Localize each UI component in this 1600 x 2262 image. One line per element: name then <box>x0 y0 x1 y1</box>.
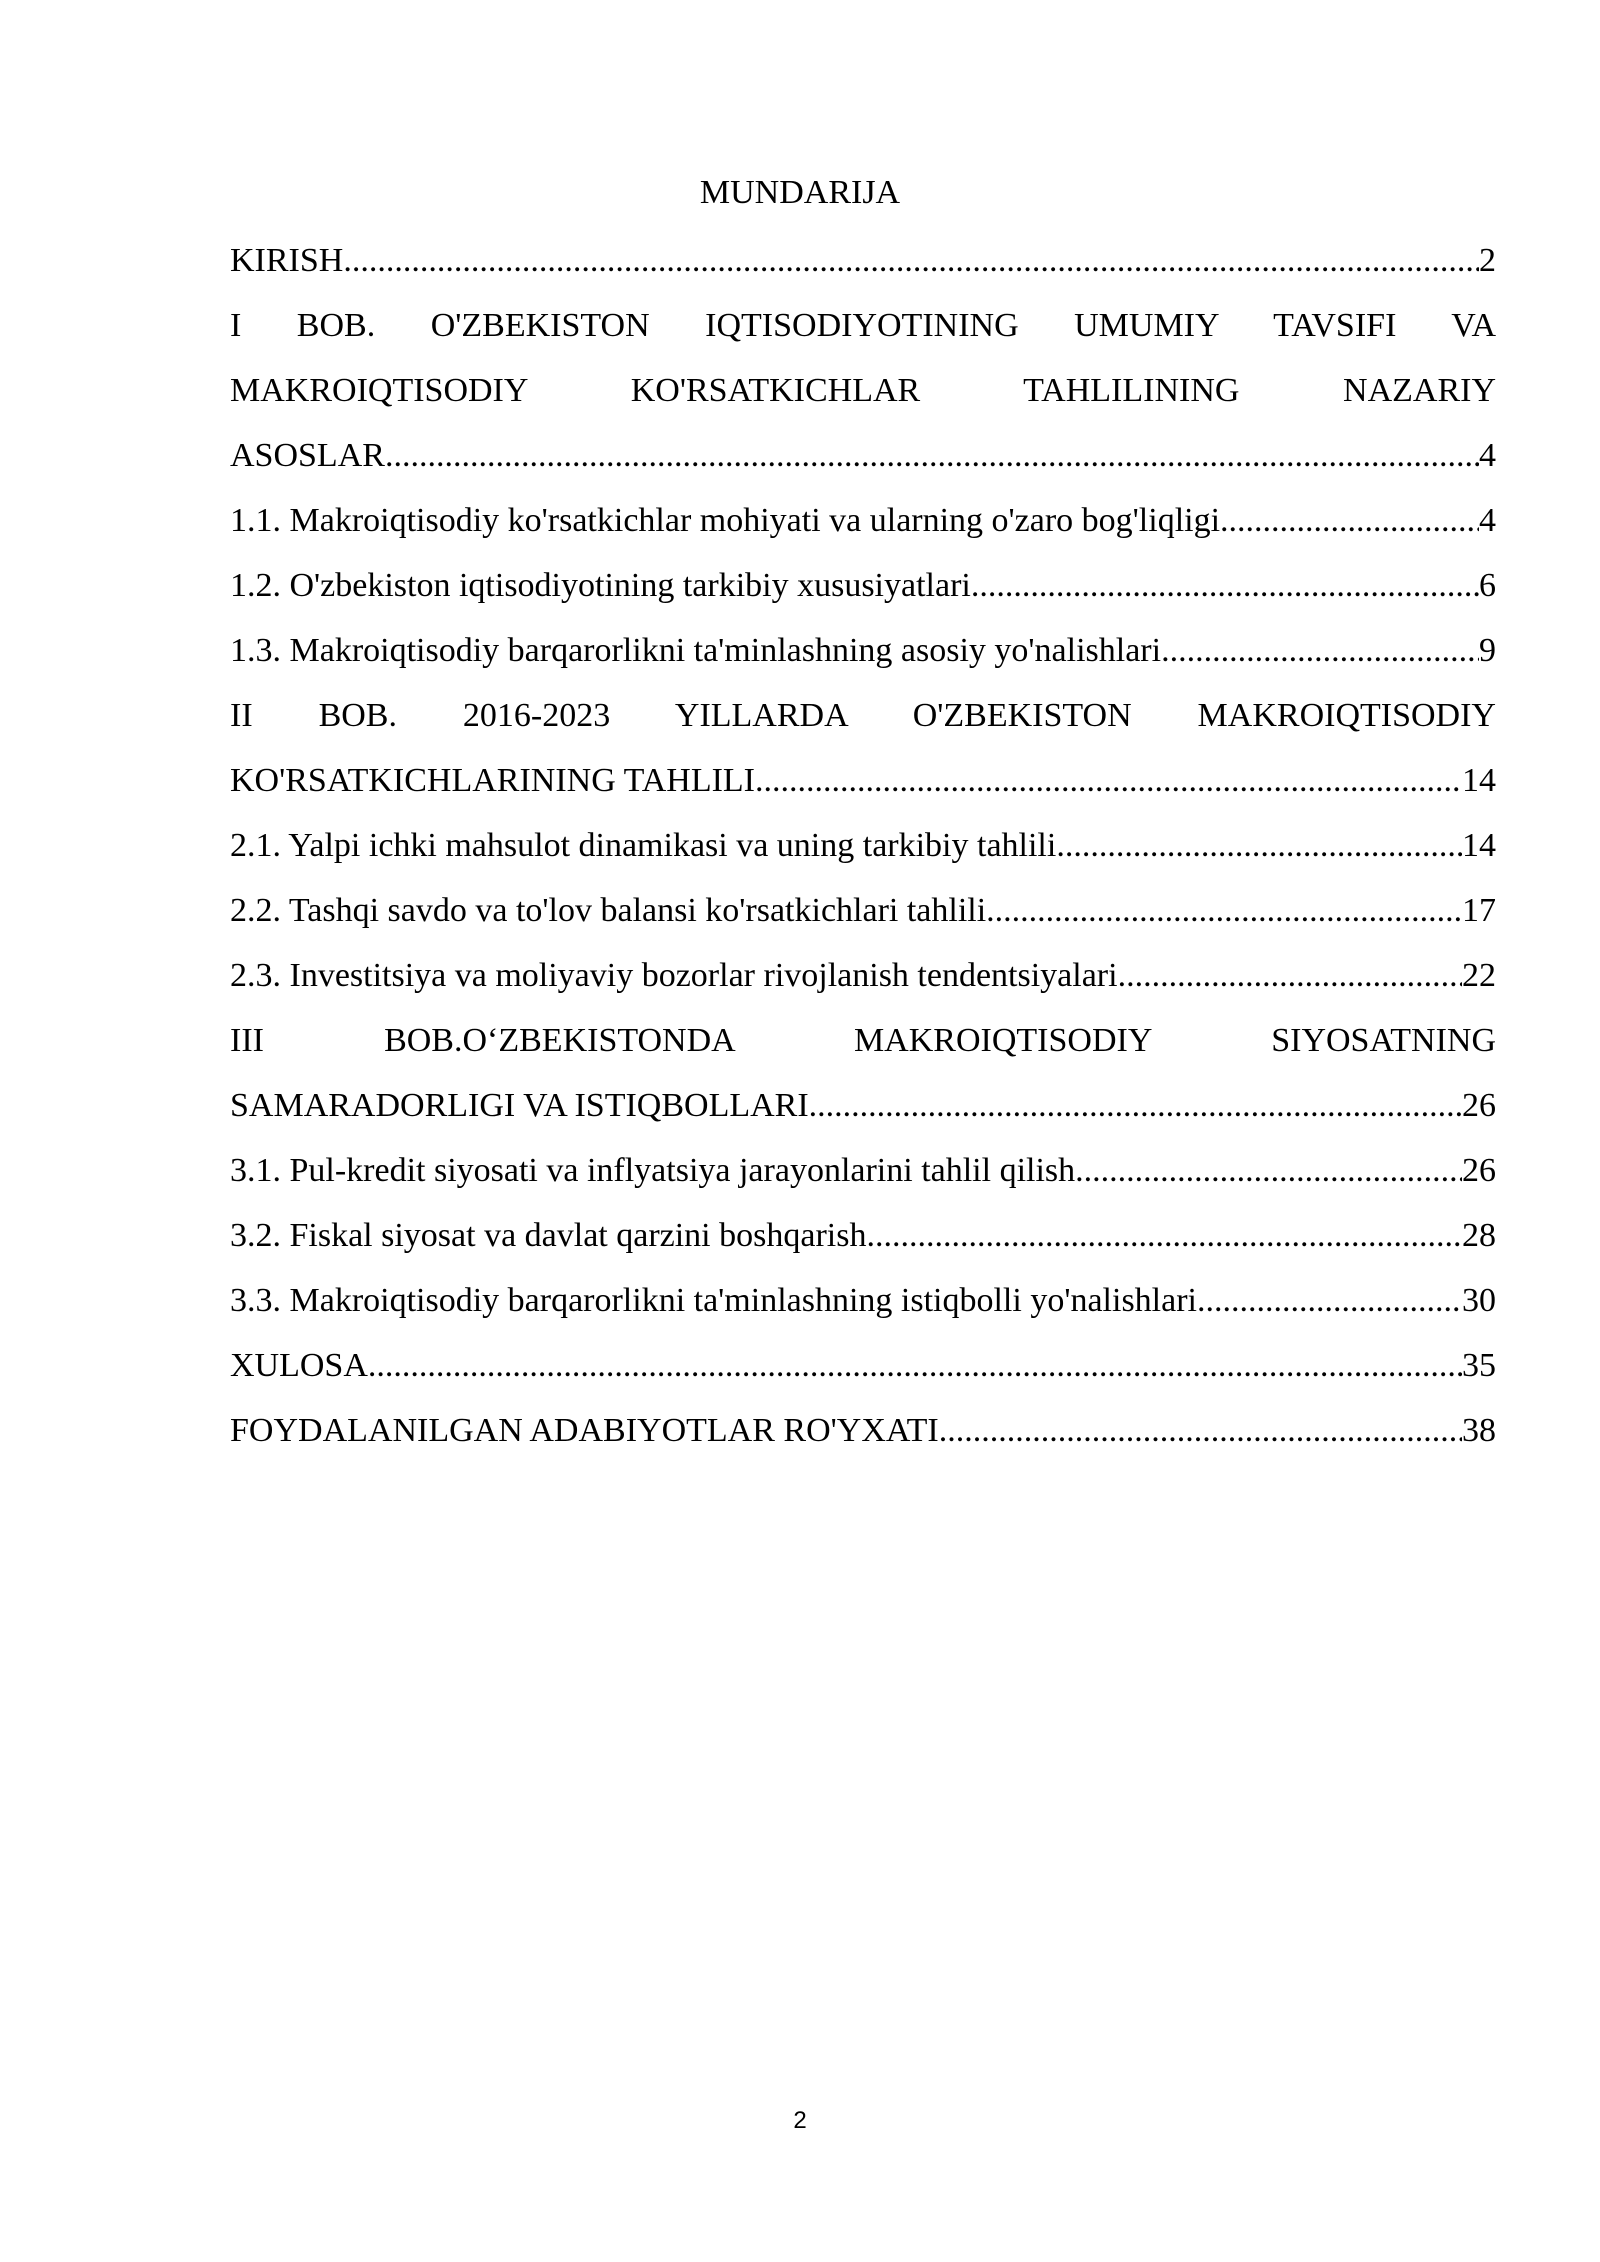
toc-entry-label: 1.3. Makroiqtisodiy barqarorlikni ta'minlashning asosiy yo'nalishlari <box>230 632 1162 669</box>
toc-title: MUNDARIJA <box>699 174 901 211</box>
toc-entry-page: 35 <box>1462 1347 1496 1384</box>
toc-entry-label: 3.3. Makroiqtisodiy barqarorlikni ta'minlashning istiqbolli yo'nalishlari <box>230 1282 1197 1319</box>
dot-leader <box>1220 488 1479 553</box>
toc-entry-last-line <box>230 488 1496 553</box>
dot-leader <box>343 228 1479 293</box>
toc-entry-last-line <box>230 1268 1496 1333</box>
toc-entry <box>230 1268 1496 1333</box>
toc-entry-page: 14 <box>1462 827 1496 864</box>
toc-entry-label: 1.2. O'zbekiston iqtisodiyotining tarkibiy xususiyatlari <box>230 567 971 604</box>
dot-leader <box>1056 813 1462 878</box>
toc-entry-last-line <box>230 1073 1496 1138</box>
toc-entry-label: 3.1. Pul-kredit siyosati va inflyatsiya jarayonlarini tahlil qilish <box>230 1152 1076 1189</box>
toc-entry-page: 4 <box>1479 502 1496 539</box>
page-number: 2 <box>793 2107 807 2134</box>
dot-leader <box>986 878 1462 943</box>
toc-entry-label: 2.2. Tashqi savdo va to'lov balansi ko'rsatkichlari tahlili <box>230 892 987 929</box>
toc-entry-last-line <box>230 228 1496 293</box>
toc-entry <box>230 488 1496 553</box>
table-of-contents <box>230 228 1496 1463</box>
dot-leader <box>385 423 1479 488</box>
toc-entry <box>230 553 1496 618</box>
toc-entry-page: 14 <box>1462 762 1496 799</box>
dot-leader <box>1118 943 1462 1008</box>
toc-entry-last-line <box>230 748 1496 813</box>
dot-leader <box>368 1333 1462 1398</box>
toc-entry <box>230 1203 1496 1268</box>
dot-leader <box>939 1398 1462 1463</box>
dot-leader <box>866 1203 1462 1268</box>
toc-entry <box>230 683 1496 813</box>
toc-entry <box>230 618 1496 683</box>
toc-entry-page: 2 <box>1479 242 1496 279</box>
toc-entry-label: SAMARADORLIGI VA ISTIQBOLLARI <box>230 1087 809 1124</box>
toc-entry <box>230 228 1496 293</box>
toc-entry-line: I BOB. O'ZBEKISTON IQTISODIYOTINING UMUMIY TAVSIFI VA <box>230 307 1496 344</box>
toc-entry-page: 28 <box>1462 1217 1496 1254</box>
toc-entry-line: II BOB. 2016-2023 YILLARDA O'ZBEKISTON MAKROIQTISODIY <box>230 697 1496 734</box>
toc-entry <box>230 943 1496 1008</box>
toc-entry-page: 22 <box>1462 957 1496 994</box>
toc-entry <box>230 293 1496 488</box>
toc-entry-label: 3.2. Fiskal siyosat va davlat qarzini boshqarish <box>230 1217 867 1254</box>
toc-entry-page: 4 <box>1479 437 1496 474</box>
toc-entry-last-line <box>230 1138 1496 1203</box>
toc-entry-last-line <box>230 1333 1496 1398</box>
toc-entry <box>230 1138 1496 1203</box>
dot-leader <box>1161 618 1479 683</box>
toc-entry-page: 6 <box>1479 567 1496 604</box>
toc-entry <box>230 1398 1496 1463</box>
toc-entry-label: XULOSA <box>230 1347 368 1384</box>
dot-leader <box>971 553 1479 618</box>
toc-entry <box>230 1008 1496 1138</box>
toc-entry-label: 1.1. Makroiqtisodiy ko'rsatkichlar mohiyati va ularning o'zaro bog'liqligi <box>230 502 1221 539</box>
toc-entry-last-line <box>230 878 1496 943</box>
toc-entry-page: 9 <box>1479 632 1496 669</box>
toc-entry-label: FOYDALANILGAN ADABIYOTLAR RO'YXATI <box>230 1412 939 1449</box>
toc-entry-label: 2.1. Yalpi ichki mahsulot dinamikasi va uning tarkibiy tahlili <box>230 827 1057 864</box>
toc-entry-last-line <box>230 1203 1496 1268</box>
toc-entry-last-line <box>230 943 1496 1008</box>
toc-entry <box>230 813 1496 878</box>
toc-entry-label: ASOSLAR <box>230 437 385 474</box>
toc-entry-page: 30 <box>1462 1282 1496 1319</box>
toc-entry-label: KIRISH <box>230 242 344 279</box>
toc-entry-line: MAKROIQTISODIY KO'RSATKICHLAR TAHLILINING NAZARIY <box>230 372 1496 409</box>
toc-entry-label: 2.3. Investitsiya va moliyaviy bozorlar rivojlanish tendentsiyalari <box>230 957 1118 994</box>
toc-entry-page: 26 <box>1462 1087 1496 1124</box>
toc-entry-page: 38 <box>1462 1412 1496 1449</box>
toc-entry-label: KO'RSATKICHLARINING TAHLILI <box>230 762 756 799</box>
dot-leader <box>809 1073 1462 1138</box>
dot-leader <box>1075 1138 1462 1203</box>
dot-leader <box>755 748 1462 813</box>
toc-entry <box>230 878 1496 943</box>
toc-entry-last-line <box>230 423 1496 488</box>
toc-entry-line: III BOB.O‘ZBEKISTONDA MAKROIQTISODIY SIYOSATNING <box>230 1022 1496 1059</box>
toc-entry <box>230 1333 1496 1398</box>
toc-entry-last-line <box>230 618 1496 683</box>
dot-leader <box>1197 1268 1462 1333</box>
toc-entry-last-line <box>230 1398 1496 1463</box>
toc-entry-last-line <box>230 813 1496 878</box>
toc-entry-page: 26 <box>1462 1152 1496 1189</box>
toc-entry-page: 17 <box>1462 892 1496 929</box>
toc-entry-last-line <box>230 553 1496 618</box>
